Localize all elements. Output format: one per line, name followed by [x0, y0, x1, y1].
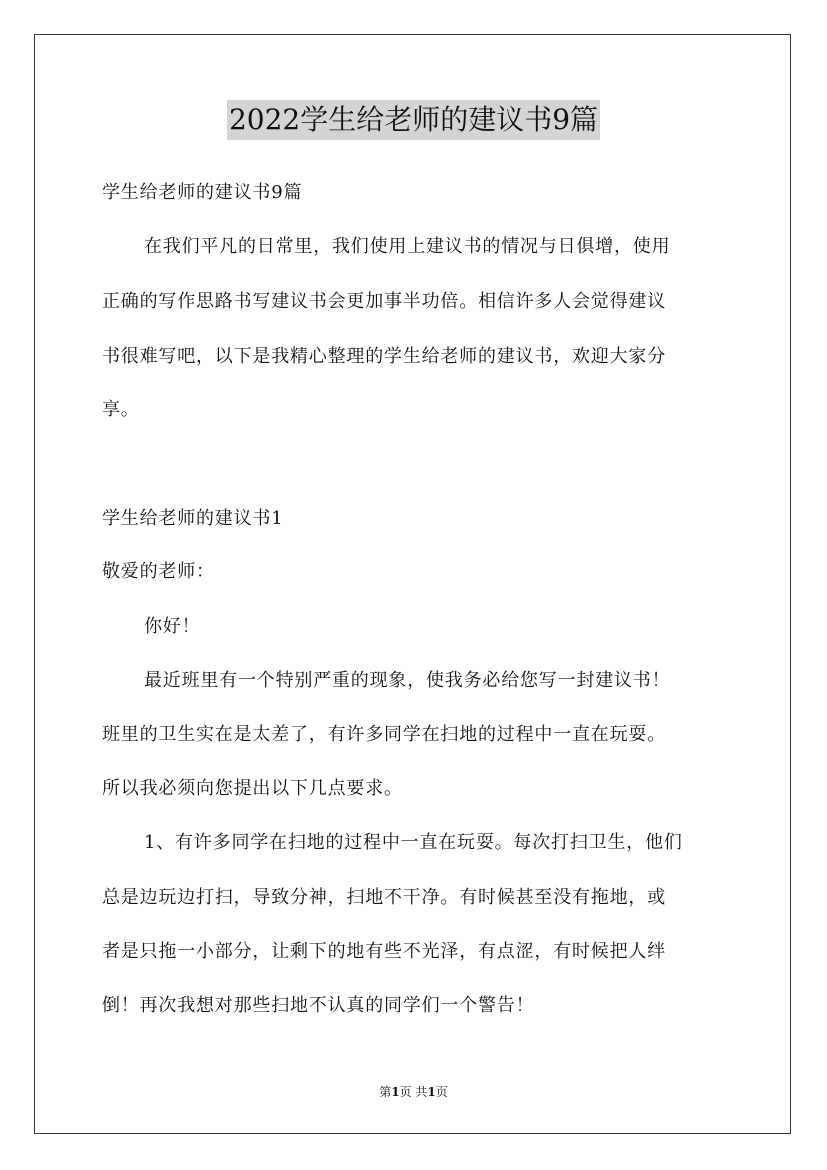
- intro-line: 享。: [102, 399, 140, 420]
- paragraph-line: 最近班里有一个特别严重的现象，使我务必给您写一封建议书！: [144, 670, 671, 691]
- subtitle: 学生给老师的建议书9篇: [102, 182, 303, 203]
- intro-line: 书很难写吧，以下是我精心整理的学生给老师的建议书，欢迎大家分: [102, 346, 666, 367]
- footer-mid: 页 共: [399, 1085, 428, 1099]
- section-heading: 学生给老师的建议书1: [102, 508, 284, 529]
- paragraph-line: 1、有许多同学在扫地的过程中一直在玩耍。每次打扫卫生，他们: [144, 832, 683, 853]
- page-footer: [0, 1083, 827, 1100]
- footer-prefix: 第: [379, 1085, 392, 1099]
- title-container: [0, 100, 827, 140]
- paragraph-line: 总是边玩边打扫，导致分神，扫地不干净。有时候甚至没有拖地，或: [102, 887, 666, 908]
- paragraph-line: 班里的卫生实在是太差了，有许多同学在扫地的过程中一直在玩耍。: [102, 724, 666, 745]
- paragraph-line: 所以我必须向您提出以下几点要求。: [102, 778, 403, 799]
- document-title: 2022学生给老师的建议书9篇: [227, 100, 600, 140]
- salutation: 敬爱的老师：: [102, 561, 215, 582]
- current-page-number: 1: [391, 1085, 400, 1099]
- paragraph-line: 倒！再次我想对那些扫地不认真的同学们一个警告！: [102, 995, 535, 1016]
- footer-suffix: 页: [435, 1085, 448, 1099]
- intro-line: 在我们平凡的日常里，我们使用上建议书的情况与日俱增，使用: [144, 236, 671, 257]
- total-page-number: 1: [427, 1085, 436, 1099]
- paragraph-line: 者是只拖一小部分，让剩下的地有些不光泽，有点涩，有时候把人绊: [102, 941, 666, 962]
- intro-line: 正确的写作思路书写建议书会更加事半功倍。相信许多人会觉得建议: [102, 291, 666, 312]
- greeting: 你好！: [144, 616, 201, 637]
